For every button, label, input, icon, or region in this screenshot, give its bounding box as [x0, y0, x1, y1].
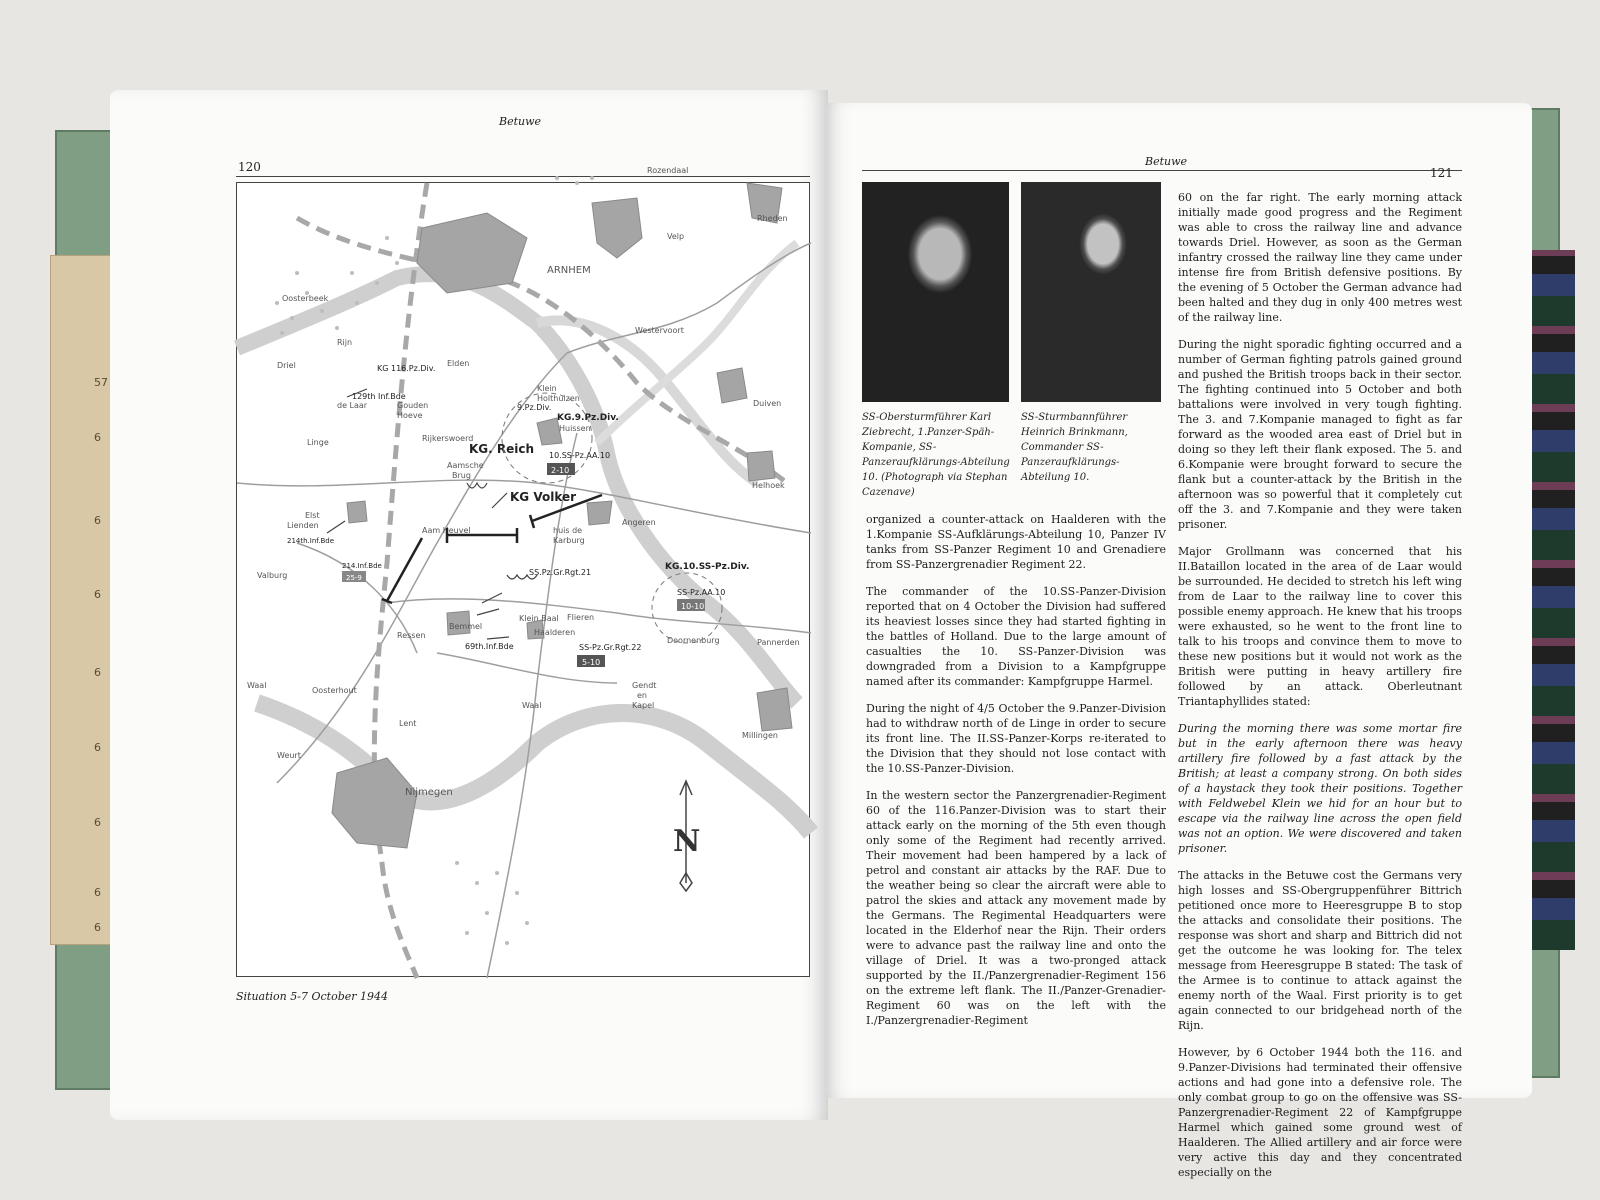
map-unit-label: 9.Pz.Div. [517, 403, 552, 412]
railway-line-south [374, 183, 427, 978]
map-label: Waal [247, 681, 267, 690]
map-unit-label: KG.10.SS-Pz.Div. [665, 562, 750, 572]
map-label: Duiven [753, 399, 782, 408]
map-caption: Situation 5-7 October 1944 [236, 990, 388, 1003]
paragraph: Major Grollmann was concerned that his II.Bataillon located in the area of de Laar would be surrounded. He decided to stretch his left wing from de Laar to the railway line to cover this possible enemy approach. He knew that his troops were exhausted, so he went to the front line to talk to his troops and convince them to move to these new positions but it would not work as the British were putting in heavy artillery fire followed by an attack. Oberleutnant Triantaphyllides stated: [1178, 545, 1462, 708]
left-header-rule [236, 176, 810, 177]
map-label: Gouden [397, 401, 429, 410]
paragraph: The attacks in the Betuwe cost the Germans very high losses and SS-Obergruppenführer Bittrich petitioned once more to Heeresgruppe B to stop the attacks and consolidate their positions. The response was short and sharp and Bittrich did not get the outcome he was looking for. The telex message from Heeresgruppe B stated: The task of the Armee is to continue to attack against the enemy north of the Waal. First priority is to get again connected to our bridgehead north of the Rijn. [1178, 869, 1462, 1032]
map-label: Driel [277, 361, 296, 370]
ruler-number: 6 [94, 431, 101, 444]
map-label: Westervoort [635, 326, 684, 335]
photo-caption: SS-Obersturmführer Karl Ziebrecht, 1.Panzer-Späh-Kompanie, SS-Panzeraufklärungs-Abteilung 10. (Photograph via Stephan Cazenave) [862, 412, 1010, 498]
map-label: huis de [553, 526, 583, 535]
portrait-photo-brinkmann [1021, 182, 1161, 402]
map-label: Valburg [257, 571, 288, 580]
map-label: Lienden [287, 521, 319, 530]
portrait-photo-ziebrecht [862, 182, 1009, 402]
map-unit-label: 214.Inf.Bde [342, 562, 382, 570]
map-unit-label: SS-Pz.AA.10 [677, 588, 726, 597]
map-label: Millingen [742, 731, 778, 740]
map-unit-label: 25-9 [346, 574, 362, 582]
ruler-number: 6 [94, 588, 101, 601]
map-unit-label: KG 116.Pz.Div. [377, 364, 436, 373]
paragraph: organized a counter-attack on Haalderen with the 1.Kompanie SS-Aufklärungs-Abteilung 10, Panzer IV tanks from SS-Panzer Regiment 10 and Grenadiere from SS-Panzergrenadier Regiment 22. [866, 513, 1166, 571]
ruler-number: 6 [94, 514, 101, 527]
map-label: Linge [307, 438, 329, 447]
map-label: Pannerden [757, 638, 800, 647]
map-unit-label: 10.SS-Pz.AA.10 [549, 451, 611, 460]
left-running-head: Betuwe [499, 115, 542, 128]
map-label: Holthuizen [537, 394, 580, 403]
ruler-number: 6 [94, 741, 101, 754]
map-unit-label: 69th.Inf.Bde [465, 642, 514, 651]
map-label: Rozendaal [647, 166, 689, 175]
map-label: Klein [537, 384, 557, 393]
woodland-dots [275, 176, 594, 945]
map-label: Helhoek [752, 481, 785, 490]
paragraph: In the western sector the Panzergrenadier-Regiment 60 of the 116.Panzer-Division was to start their attack early on the morning of the 5th even though only some of the Regiment had recently arrived. Their movement had been hampered by a lack of petrol and constant air attacks by the RAF. Due to the weather being so clear the aircraft were able to patrol the skies and attack any movement made by the Germans. The Regimental Headquarters were located in the Elderhof near the Rijn. Their orders were to advance past the railway line and onto the village of Driel. It was a two-pronged attack supported by the II./Panzergrenadier-Regiment 156 on the extreme left flank. The II./Panzer-Grenadier-Regiment 60 was on the left with the I./Panzergrenadier-Regiment [866, 789, 1166, 1027]
map-label: de Laar [337, 401, 368, 410]
map-label: Nijmegen [405, 787, 453, 798]
map-label: Kapel [632, 701, 655, 710]
paragraph: During the night sporadic fighting occurred and a number of German fighting patrols gained ground and pushed the British troops back in their sector. The fighting continued into 5 October and both battalions were involved in very tough fighting. The 3. and 7.Kompanie managed to fight as far forward as the wooded area east of Driel but in doing so they left their flank exposed. The 5. and 6.Kompanie were brought forward to secure the flank but a counter-attack by the British in the afternoon was so powerful that it completely cut off the 3. and 7.Kompanie and they were taken prisoner. [1178, 338, 1462, 531]
map-label: Weurt [277, 751, 301, 760]
map-label: Haalderen [534, 628, 576, 637]
paragraph: During the night of 4/5 October the 9.Panzer-Division had to withdraw north of de Linge in order to secure its front line. The II.SS-Panzer-Korps re-iterated to the Division that they should not lose contact with the 10.SS-Panzer-Division. [866, 702, 1166, 775]
map-unit-label: KG.9.Pz.Div. [557, 413, 619, 423]
map-label: Brug [452, 471, 471, 480]
map-unit-label: KG Volker [510, 490, 577, 504]
map-label: Waal [522, 701, 542, 710]
map-label: ARNHEM [547, 265, 591, 276]
right-running-head: Betuwe [1145, 155, 1188, 168]
left-page-number: 120 [238, 160, 261, 174]
map-label: Klein Baal [519, 614, 559, 623]
map-unit-label: 5-10 [582, 658, 601, 667]
map-label: Doornenburg [667, 636, 720, 645]
map-label: Aam Heuvel [422, 526, 471, 535]
map-unit-label: 214th.Inf.Bde [287, 537, 335, 545]
paragraph: The commander of the 10.SS-Panzer-Division reported that on 4 October the Division had suffered its heaviest losses since they had started fighting in the battles of Holland. Due to the large amount of casualties the 10. SS-Panzer-Division was downgraded from a Division to a Kampfgruppe named after its commander: Kampfgruppe Harmel. [866, 585, 1166, 688]
map-label: Oosterhout [312, 686, 357, 695]
map-label: Flieren [567, 613, 595, 622]
north-arrow [673, 781, 700, 891]
map-label: Gendt [632, 681, 657, 690]
map-unit-label: 2-10 [551, 466, 570, 475]
map-label: Lent [399, 719, 417, 728]
map-label: Velp [667, 232, 685, 241]
ruler-number: 6 [94, 886, 101, 899]
paragraph: 60 on the far right. The early morning attack initially made good progress and the Regiment was able to cross the railway line and advance towards Driel. However, as soon as the German infantry crossed the railway line they came under intense fire from British defensive positions. By the evening of 5 October the German advance had been halted and they dug in only 400 metres west of the railway line. [1178, 191, 1462, 324]
ruler-number: 6 [94, 921, 101, 934]
ruler-number: 6 [94, 816, 101, 829]
right-header-rule [862, 170, 1462, 171]
map-label: Karburg [553, 536, 585, 545]
map-label: Elden [447, 359, 470, 368]
right-page-number: 121 [1430, 166, 1453, 180]
map-label: en [637, 691, 647, 700]
map-unit-label: 129th Inf.Bde [352, 392, 406, 401]
text-column-right [1178, 190, 1462, 1192]
front-lines [382, 495, 602, 603]
map-label: Rheden [757, 214, 788, 223]
ruler-number: 57 [94, 376, 108, 389]
map-label: Ressen [397, 631, 426, 640]
map-unit-label: 10-10 [681, 602, 705, 611]
ruler-number: 6 [94, 666, 101, 679]
map-label: Oosterbeek [282, 294, 329, 303]
map-unit-label: SS-Pz.Gr.Rgt.22 [579, 643, 642, 652]
map-label: Rijn [337, 338, 353, 347]
map-label: Angeren [622, 518, 656, 527]
map-label: Rijkerswoerd [422, 434, 474, 443]
north-letter: N [673, 824, 701, 859]
quote-paragraph: During the morning there was some mortar fire but in the early afternoon there was heavy artillery fire followed by a fast attack by the British; at least a company strong. On both sides of a haystack they took their positions. Together with Feldwebel Klein we hid for an hour but to escape via the railway line across the open field was not an option. We were discovered and taken prisoner. [1178, 722, 1462, 855]
map-label: Bemmel [449, 622, 483, 631]
map-label: Hoeve [397, 411, 423, 420]
photo-caption: SS-Sturmbannführer Heinrich Brinkmann, Commander SS-Panzeraufklärungs-Abteilung 10. [1021, 412, 1128, 483]
map-label: Huissen [559, 424, 591, 433]
map-unit-label: SS.Pz.Gr.Rgt.21 [529, 568, 592, 577]
text-column-left [866, 512, 1166, 1040]
map-unit-label: KG. Reich [469, 442, 535, 456]
map-label: Aamsche [447, 461, 484, 470]
map-label: Elst [305, 511, 320, 520]
paragraph: However, by 6 October 1944 both the 116. and 9.Panzer-Divisions had terminated their offensive actions and had gone into a defensive role. The only combat group to go on the offensive was SS-Panzergrenadier-Regiment 22 of Kampfgruppe Harmel which gained some ground west of Haalderen. The Allied artillery and air force were very active this day and they concentrated especially on the [1178, 1046, 1462, 1179]
